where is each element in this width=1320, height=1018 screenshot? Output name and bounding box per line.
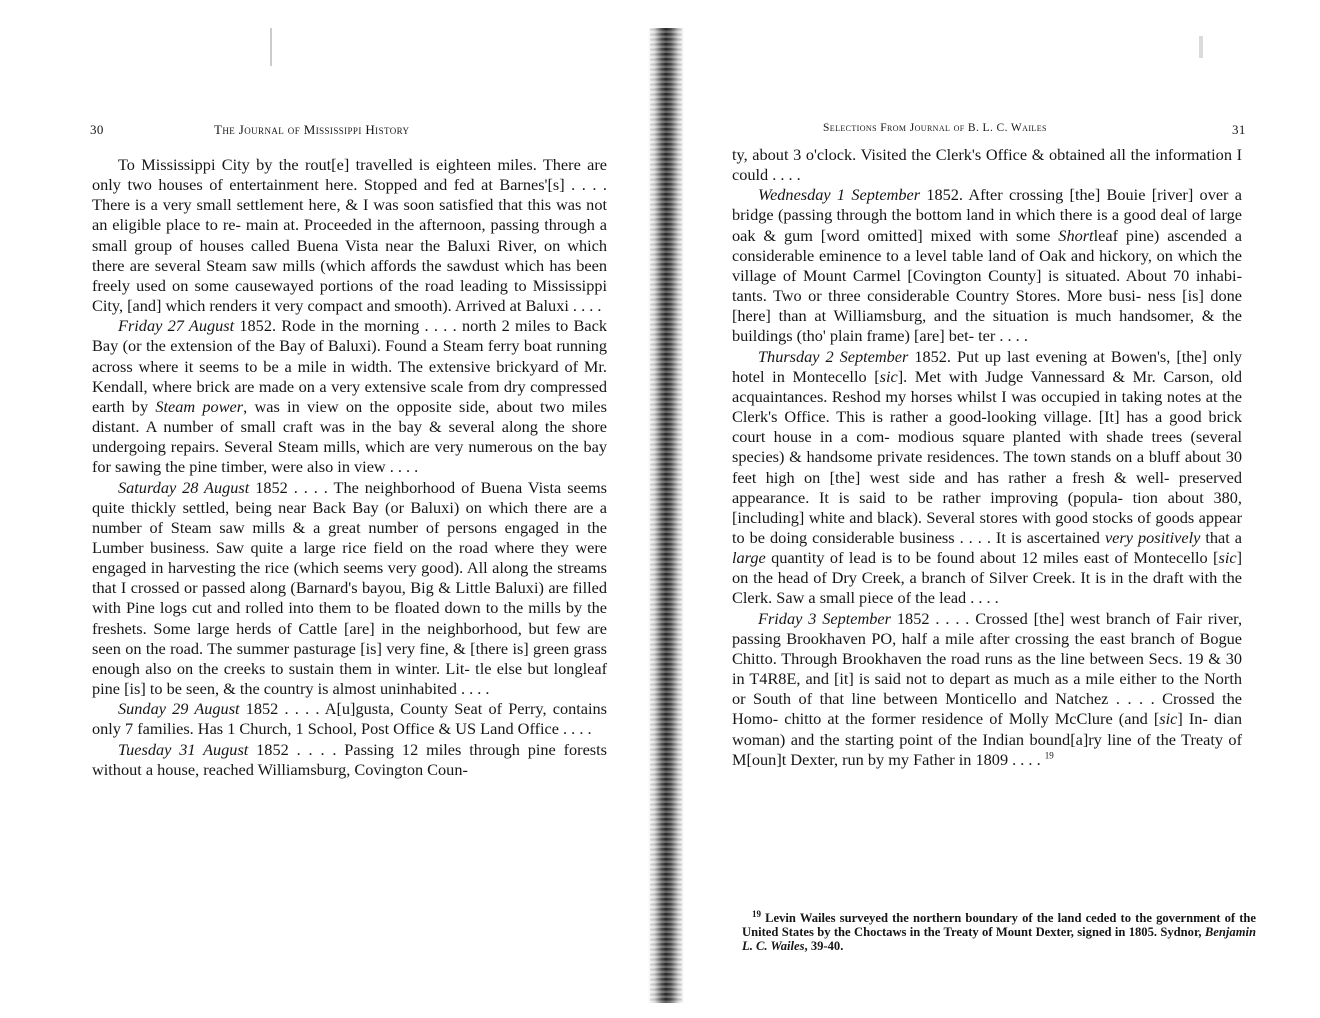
footnote-marker: 19: [752, 908, 761, 919]
paragraph: [732, 145, 1242, 185]
page-number: 30: [90, 122, 104, 137]
entry-date: Thursday 2 September: [758, 346, 909, 366]
paragraph: [92, 740, 607, 780]
paragraph-text: 1852 . . . . The neighborhood of Buena Vista seems quite thickly settled, being near Back Bay (or Baluxi) on which there are a number of Steam saw mills & a great number of persons engaged in the Lumber business. Saw quite a large rice field on the road where they were engaged in harvesting the rice (which seems very good). All along the streams that I crossed or passed along (Barnard's bayou, Big & Little Baluxi) are filled with Pine logs cut and rolled into them to be floated down to the mills by the freshets. Some large herds of Cattle [are] in the neighborhood, but few are seen on the road. The summer pasturage [is] very fine, & [there is] green grass enough also on the creeks to sustain them in winter. Lit- tle else but longleaf pine [is] to be seen, & the country is almost uninhabited . . . .: [92, 477, 607, 699]
entry-date: Tuesday 31 August: [118, 739, 249, 759]
footnote-reference: 19: [1044, 750, 1054, 761]
italic-text: Benjamin L. C. Wailes: [742, 925, 1256, 953]
footnote-text: [742, 908, 1256, 953]
paragraph: [732, 347, 1242, 609]
paragraph-text: 1852 . . . . Crossed [the] west branch of Fair river, passing Brookhaven PO, half a mile after crossing the east branch of Bogue Chitto. Through Brookhaven the road runs as the line between Secs. 19 & 30 in T4R8E, and [it] is said not to depart as much as a mile either to the North or South of that line between Monticello and Natchez . . . . Crossed the Homo- chitto at the former residence of Molly McClure (and [: [732, 608, 1243, 729]
entry-date: Friday 27 August: [118, 316, 235, 336]
footnote-body: , 39-40.: [804, 939, 844, 953]
paragraph: [92, 316, 607, 477]
paragraph-text: 1852. Put up last evening at Bowen's, [the] only hotel in Montecello [: [732, 346, 1243, 386]
paragraph-text: ] on the head of Dry Creek, a branch of Silver Creek. It is in the draft with the Clerk. Saw a small piece of the lead . . . .: [732, 548, 1242, 608]
entry-date: Wednesday 1 September: [758, 185, 921, 205]
paragraph-text: ]. Met with Judge Vannessard & Mr. Carson, old acquaintances. Reshod my horses whilst I was occupied in taking notes at the Clerk's Office. This is rather a good-looking village. [It] has a good brick court house in a com- modious square planted with shade trees (several species) & handsome private residences. The town stands on a bluff about 30 feet high on [the] west side and has rather a fresh & well- preserved appearance. It is said to be rather improving (popula- tion about 380, [including] white and black). Several stores with good stocks of goods appear to be doing considerable business . . . . It is ascertained: [732, 366, 1242, 547]
running-head: The Journal of Mississippi History: [214, 122, 410, 137]
paragraph-text: quantity of lead is to be found about 12 miles east of Montecello [: [765, 548, 1219, 568]
entry-date: Friday 3 September: [758, 608, 891, 628]
italic-text: sic: [879, 366, 898, 386]
footnote-body: Levin Wailes surveyed the northern boundary of the land ceded to the government of the United States by the Choctaws in the Treaty of Mount Dexter, signed in 1805. Sydnor,: [742, 911, 1256, 939]
italic-text: very positively: [1104, 527, 1201, 547]
italic-text: sic: [1218, 548, 1237, 568]
paragraph-text: ] In- dian woman) and the starting point of the Indian bound[a]ry line of the Treaty of M[oun]t Dexter, run by my Father in 1809 . . . .: [732, 709, 1243, 769]
page-number: 31: [1232, 122, 1246, 137]
paragraph: [92, 478, 607, 700]
page-body: [92, 155, 607, 780]
paragraph-text: ty, about 3 o'clock. Visited the Clerk's Office & obtained all the information I could . . . .: [732, 145, 1242, 185]
right-page: [676, 0, 1320, 1018]
entry-date: Saturday 28 August: [118, 477, 250, 497]
paragraph-text: 1852. Rode in the morning . . . . north 2 miles to Back Bay (or the extension of the Bay of Baluxi). Found a Steam ferry boat running across where it seems to be a mile in width. The extensive brickyard of Mr. Kendall, where brick are made on a very extensive scale from dry compressed earth by: [92, 316, 608, 416]
paragraph: [732, 609, 1242, 770]
footnote: [742, 908, 1256, 953]
italic-text: Steam power: [155, 396, 244, 416]
paragraph-text: that a: [1200, 527, 1243, 547]
paragraph-text: To Mississippi City by the rout[e] travelled is eighteen miles. There are only two houses of entertainment here. Stopped and fed at Barnes'[s] . . . . There is a very small settlement here, & I was soon satisfied that this was not an eligible place to re- main at. Proceeded in the afternoon, passing through a small group of houses called Buena Vista near the Baluxi River, on which there are several Steam saw mills (which affords the sawdust which has been freely used on some causewayed portions of the road leading to Mississippi City, [and] which renders it very compact and smooth). Arrived at Baluxi . . . .: [92, 155, 607, 316]
italic-text: large: [732, 548, 766, 568]
italic-text: sic: [1159, 709, 1178, 729]
paragraph: [92, 155, 607, 316]
italic-text: Short: [1058, 225, 1094, 245]
paragraph: [732, 185, 1242, 346]
paragraph-text: , was in view on the opposite side, about two miles distant. A number of small craft was in the bay & several along the shore undergoing repairs. Several Steam mills, which are very numerous on the bay for sawing the pine timber, were also in view . . . .: [92, 396, 607, 477]
paragraph-text: leaf pine) ascended a considerable eminence to a level table land of Oak and hickory, on which the village of Mount Carmel [Covington County] is situated. About 70 inhabi- tants. Two or three considerable Country Stores. More busi- ness [is] done [here] than at Williamsburg, and the situation is much handsomer, & the buildings (tho' plain frame) [are] bet- ter . . . .: [732, 225, 1243, 346]
paragraph-text: 1852 . . . . A[u]gusta, County Seat of Perry, contains only 7 families. Has 1 Church, 1 School, Post Office & US Land Office . . . .: [92, 699, 607, 739]
paragraph: [92, 699, 607, 739]
scan-speck: [270, 28, 272, 66]
running-head: Selections From Journal of B. L. C. Wailes: [823, 122, 1047, 134]
paragraph-text: 1852. After crossing [the] Bouie [river] over a bridge (passing through the bottom land in which there is a good deal of large oak & gum [word omitted] mixed with some: [732, 185, 1242, 245]
paragraph-text: 1852 . . . . Passing 12 miles through pine forests without a house, reached Williamsburg, Covington Coun-: [92, 739, 608, 779]
page-body: [732, 145, 1242, 770]
entry-date: Sunday 29 August: [118, 699, 240, 719]
left-page: [0, 0, 650, 1018]
